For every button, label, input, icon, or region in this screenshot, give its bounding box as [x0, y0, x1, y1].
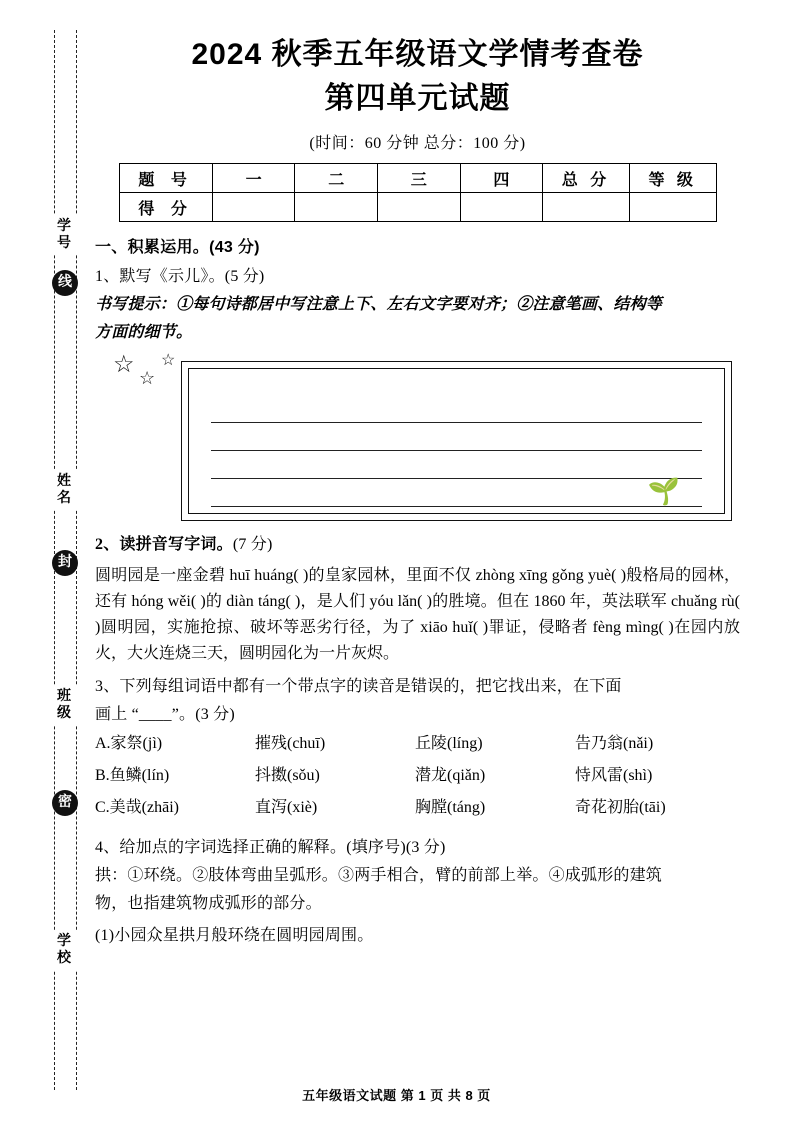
page-footer: 五年级语文试题 第 1 页 共 8 页: [302, 1088, 491, 1103]
seal-circle-mi: 密: [52, 790, 78, 816]
page-subtitle: 第四单元试题: [324, 82, 511, 115]
choice-c-1[interactable]: C.美哉(zhāi): [95, 799, 179, 816]
question-2-stem: [95, 532, 740, 557]
strip-label-ban-ji-c1: 班: [57, 689, 73, 704]
poem-box-outer-border: [181, 361, 732, 521]
score-table-header-1: 一: [212, 164, 295, 193]
score-cell-3[interactable]: [378, 193, 461, 222]
question-4-item-1: (1)小园众星拱月般环绕在圆明园周围。: [95, 927, 374, 944]
poem-line-2[interactable]: [211, 423, 702, 451]
poem-writing-area[interactable]: [95, 353, 740, 525]
strip-label-xing-ming: [50, 470, 80, 510]
exam-meta: (时间：60 分钟 总分：100 分): [309, 135, 526, 152]
strip-label-xue-xiao: [50, 930, 80, 970]
seal-circle-xian: 线: [52, 270, 78, 296]
score-cell-grade[interactable]: [629, 193, 716, 222]
question-4-stem: 4、给加点的字词选择正确的解释。(填序号)(3 分): [95, 839, 446, 856]
strip-label-xue-xiao-c1: 学: [57, 934, 73, 949]
score-table: [119, 163, 717, 222]
question-2-label: 2、读拼音写字词。: [95, 536, 233, 553]
exam-paper-body: [95, 34, 740, 948]
score-table-header-2: 二: [295, 164, 378, 193]
poem-box-inner-border: [188, 368, 725, 514]
question-2-points: (7 分): [232, 536, 273, 553]
score-table-row-label: 得 分: [119, 193, 212, 222]
poem-line-4[interactable]: [211, 479, 702, 507]
strip-label-xing-ming-c2: 名: [57, 491, 73, 506]
strip-label-ban-ji-c2: 级: [57, 706, 73, 721]
score-cell-total[interactable]: [543, 193, 630, 222]
question-1-stem: 1、默写《示儿》。(5 分): [95, 268, 265, 285]
score-cell-1[interactable]: [212, 193, 295, 222]
section-1-title: 一、积累运用。: [95, 239, 210, 256]
question-4-explain-line1: 拱：①环绕。②肢体弯曲呈弧形。③两手相合，臂的前部上举。④成弧形的建筑: [95, 867, 663, 884]
poem-write-lines[interactable]: [211, 395, 702, 507]
sprout-icon: 🌱: [647, 477, 680, 506]
strip-label-ban-ji: [50, 685, 80, 725]
choice-c-4[interactable]: 奇花初胎(tāi): [575, 799, 666, 816]
score-table-header-0: 题 号: [119, 164, 212, 193]
question-3-stem-line1: 3、下列每组词语中都有一个带点字的读音是错误的，把它找出来，在下面: [95, 678, 622, 695]
choice-a-4[interactable]: 告乃翁(nǎi): [575, 735, 654, 752]
page-title: 2024 秋季五年级语文学情考查卷: [191, 38, 644, 71]
choice-b-3[interactable]: 潜龙(qiǎn): [415, 767, 486, 784]
choice-c-2[interactable]: 直泻(xiè): [255, 799, 318, 816]
choice-b-1[interactable]: B.鱼鳞(lín): [95, 767, 170, 784]
strip-label-xue-hao-c1: 学: [57, 219, 73, 234]
score-cell-2[interactable]: [295, 193, 378, 222]
table-row-header: [119, 164, 716, 193]
strip-label-xue-hao: [50, 215, 80, 255]
score-table-header-3: 三: [378, 164, 461, 193]
strip-label-xing-ming-c1: 姓: [57, 474, 73, 489]
seal-circle-feng: 封: [52, 550, 78, 576]
question-3-row-c[interactable]: [95, 793, 740, 823]
question-3-row-b[interactable]: [95, 761, 740, 791]
choice-b-4[interactable]: 恃风雷(shì): [575, 767, 653, 784]
score-table-header-6: 等 级: [629, 164, 716, 193]
binding-strip: [42, 30, 88, 1090]
question-4-explain-line2: 物，也指建筑物成弧形的部分。: [95, 895, 322, 912]
poem-line-3[interactable]: [211, 451, 702, 479]
question-3-row-a[interactable]: [95, 729, 740, 759]
choice-a-3[interactable]: 丘陵(líng): [415, 735, 483, 752]
choice-a-1[interactable]: A.家祭(jì): [95, 735, 163, 752]
score-table-header-5: 总 分: [543, 164, 630, 193]
question-3-stem-line2: 画上 “____”。(3 分): [95, 706, 235, 723]
question-1-tip-line1: 书写提示：①每句诗都居中写注意上下、左右文字要对齐；②注意笔画、结构等: [95, 296, 663, 313]
score-table-header-4: 四: [460, 164, 543, 193]
strip-label-xue-xiao-c2: 校: [57, 951, 73, 966]
star-icon-1: ☆: [113, 352, 135, 378]
star-icon-3: ☆: [161, 352, 176, 369]
star-icon-2: ☆: [139, 368, 156, 388]
section-1-heading: [95, 234, 740, 257]
table-row-scores: [119, 193, 716, 222]
choice-a-2[interactable]: 摧残(chuī): [255, 735, 326, 752]
strip-label-xue-hao-c2: 号: [57, 236, 73, 251]
choice-b-2[interactable]: 抖擞(sǒu): [255, 767, 320, 784]
section-1-points: (43 分): [209, 239, 260, 256]
question-1-tip-line2: 方面的细节。: [95, 324, 193, 341]
question-2-body: 圆明园是一座金碧 huī huáng( )的皇家园林，里面不仅 zhòng xīng gǒng yuè( )般格局的园林，还有 hóng wěi( )的 diàn táng( )，是人们 yóu lǎn( )的胜境。但在 1860 年，英法联军 chuǎng rù( )圆明园，实施抢掠、破坏等恶劣行径，为了 xiāo huǐ( )罪证，侵略者 fèng mìng( )在园内放火，大火连烧三天，圆明园化为一片灰烬。: [95, 567, 740, 662]
poem-line-1[interactable]: [211, 395, 702, 423]
score-cell-4[interactable]: [460, 193, 543, 222]
choice-c-3[interactable]: 胸膛(táng): [415, 799, 486, 816]
